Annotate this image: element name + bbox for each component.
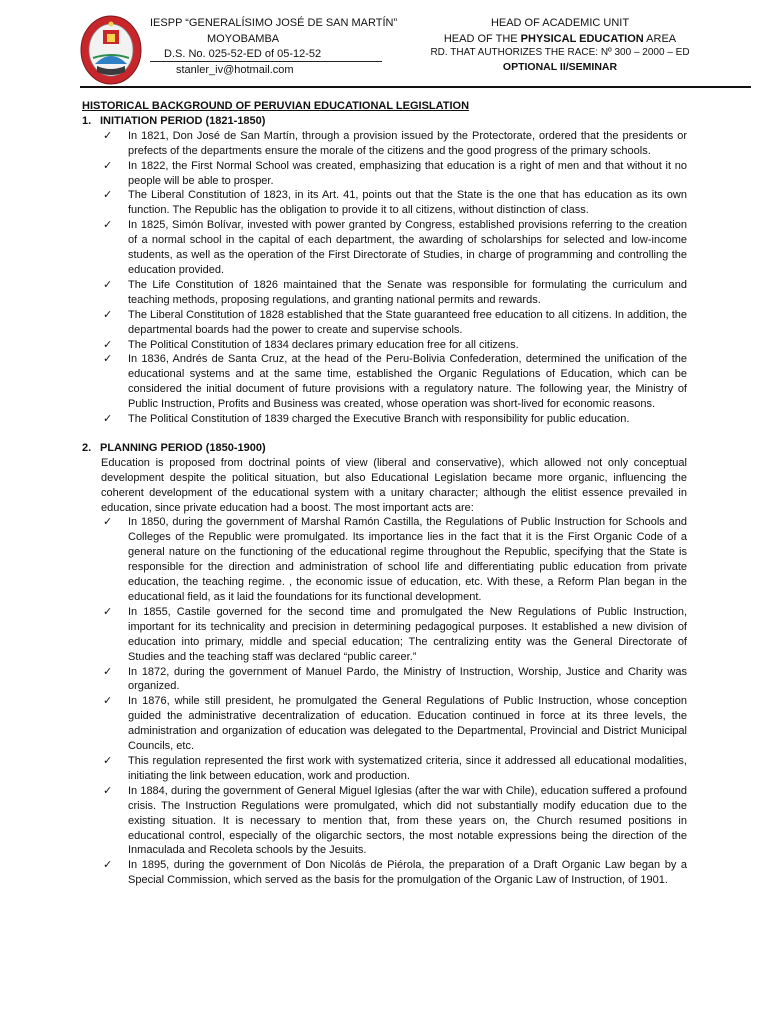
area-suffix: AREA [643,33,677,45]
list-item [103,605,687,665]
section-item-list [82,515,687,888]
list-item [103,338,687,353]
list-item [103,352,687,412]
list-item [103,308,687,338]
check-icon: ✓ [103,278,113,291]
institute-city: MOYOBAMBA [207,33,280,45]
area-bold: PHYSICAL EDUCATION [520,33,644,45]
list-item-text: The Liberal Constitution of 1823, in its Art. 41, points out that the State is the one that has education as its own function. The Republic has the obligation to provide it to all citizens, without distinction of class. [128,189,687,217]
check-icon: ✓ [103,859,113,872]
list-item-text: In 1821, Don José de San Martín, through a provision issued by the Protectorate, ordered that the presidents or prefects of the departments ensure the morale of the citizens and the good progress of the primary schools. [128,129,687,157]
check-icon: ✓ [103,754,113,767]
list-item-text: In 1895, during the government of Don Nicolás de Piérola, the preparation of a Draft Organic Law began by a Special Commission, which served as the basis for the promulgation of the Organic Law of Instruction, of 1901. [128,859,687,887]
list-item [103,515,687,604]
check-icon: ✓ [103,308,113,321]
list-item-text: In 1850, during the government of Marshal Ramón Castilla, the Regulations of Public Instruction for Schools and Colleges of the Republic were promulgated. Its importance lies in the fact that it is the First Organic Code of a general nature on the functioning of the educational regime throughout the Republic, specifying that the State is responsible for the direction and administration of school life and differentiating public education from private education, the teaching regime. , the economic issue of education, etc. With these, a Reform Plan began in the educational field, as it laid the foundations for its functional development. [128,516,687,603]
list-item [103,159,687,189]
check-icon: ✓ [103,129,113,142]
list-item [103,694,687,754]
list-item-text: In 1836, Andrés de Santa Cruz, at the head of the Peru-Bolivia Confederation, determined the unification of the educational systems and at the same time, established the Organic Regulations of Education, which can be considered the initial document of future provisions with a regulatory nature. The following year, the Ministry of Public Instruction, Profits and Business was created, whose operation was short-lived for economic reasons. [128,353,687,411]
institution-seal-icon [79,14,143,86]
list-item [103,858,687,888]
list-item-text: This regulation represented the first work with systematized criteria, since it addressed all educational modalities, initiating the link between education, work and production. [128,754,687,782]
header-sub-rule [150,61,382,62]
header-main-rule [80,86,751,88]
academic-unit: HEAD OF ACADEMIC UNIT [490,17,630,29]
check-icon: ✓ [103,189,113,202]
section-number: 2. [82,441,92,454]
check-icon: ✓ [103,665,113,678]
list-item-text: The Political Constitution of 1834 declares primary education free for all citizens. [128,338,519,351]
area-line [420,32,700,46]
list-item [103,188,687,218]
section-number: 1. [82,114,92,127]
section-heading-text: INITIATION PERIOD (1821-1850) [100,114,266,127]
check-icon: ✓ [103,784,113,797]
section-gap [82,427,687,441]
check-icon: ✓ [103,159,113,172]
institute-name: IESPP “GENERALÍSIMO JOSÉ DE SAN MARTÍN” [150,17,398,29]
list-item-text: The Life Constitution of 1826 maintained that the Senate was responsible for formulating the curriculum and teaching methods, proposing regulations, and granting national permits and rewards. [128,278,687,306]
list-item-text: In 1884, during the government of General Miguel Iglesias (after the war with Chile), education suffered a profound crisis. The Instruction Regulations were promulgated, which did not substantially modify education due to the existing situation. It is necessary to mention that, from these years on, the Church resumed positions in educational control, especially of the oligarchic sectors, the most notable expressions being the direction of the Inmaculada and Recoleta schools by the Jesuits. [128,784,687,857]
section-heading-text: PLANNING PERIOD (1850-1900) [100,441,266,454]
resolution-line: RD. THAT AUTHORIZES THE RACE: Nº 300 – 2000 – ED [430,47,690,58]
list-item-text: In 1855, Castile governed for the second time and promulgated the New Regulations of Public Instruction, important for its technicality and precision in determining pedagogical purposes. It established a new division of education into primary, middle and special education; The centralizing entity was the General Directorate of Studies and the teaching staff was declared “public career.” [128,605,687,663]
area-prefix: HEAD OF THE [443,33,521,45]
section-item-list [82,129,687,427]
check-icon: ✓ [103,338,113,351]
course-line: OPTIONAL II/SEMINAR [502,61,618,73]
section-heading [82,114,687,129]
list-item [103,665,687,695]
check-icon: ✓ [103,695,113,708]
list-item-text: The Liberal Constitution of 1828 established that the State guaranteed free education to all citizens. In addition, the departmental boards had the power to create and supervise schools. [128,308,687,336]
section-intro: Education is proposed from doctrinal points of view (liberal and conservative), which allowed not only conceptual development despite the political situation, but also Educational Legislation became more organic, influencing the coherent development of the educational system with a unitary character; although the elitist essence prevailed in education, since private education had a boost. The most important acts are: [101,456,687,514]
check-icon: ✓ [103,605,113,618]
institute-email[interactable]: stanler_iv@hotmail.com [176,64,294,76]
list-item [103,754,687,784]
list-item-text: In 1825, Simón Bolívar, invested with power granted by Congress, established provisions referring to the creation of a normal school in the capital of each department, the awarding of scholarships for selected and low-income students, as well as the operation of the First Directorate of Studies, in charge of programming and controlling the education provided. [128,219,687,276]
check-icon: ✓ [103,219,113,232]
list-item [103,412,687,427]
section-heading [82,441,687,456]
list-item [103,278,687,308]
document-title: HISTORICAL BACKGROUND OF PERUVIAN EDUCATIONAL LEGISLATION [82,100,470,112]
check-icon: ✓ [103,353,113,366]
institute-decree: D.S. No. 025-52-ED of 05-12-52 [164,48,322,60]
document-body [82,99,687,888]
list-item [103,218,687,278]
check-icon: ✓ [103,413,113,426]
list-item-text: In 1822, the First Normal School was created, emphasizing that education is a right of men and that without it no people will be able to prosper. [128,159,687,187]
check-icon: ✓ [103,516,113,529]
list-item-text: In 1872, during the government of Manuel Pardo, the Ministry of Instruction, Worship, Justice and Charity was organized. [128,665,687,693]
list-item [103,129,687,159]
list-item [103,784,687,859]
list-item-text: The Political Constitution of 1839 charged the Executive Branch with responsibility for public education. [128,413,630,426]
sections-container [82,114,687,888]
list-item-text: In 1876, while still president, he promulgated the General Regulations of Public Instruction, whose conception guided the administrative decentralization of education. Education continued in force at its three levels, the administration and organization of education was delegated to the Departmental, Provincial and District Municipal Councils, etc. [128,695,687,753]
